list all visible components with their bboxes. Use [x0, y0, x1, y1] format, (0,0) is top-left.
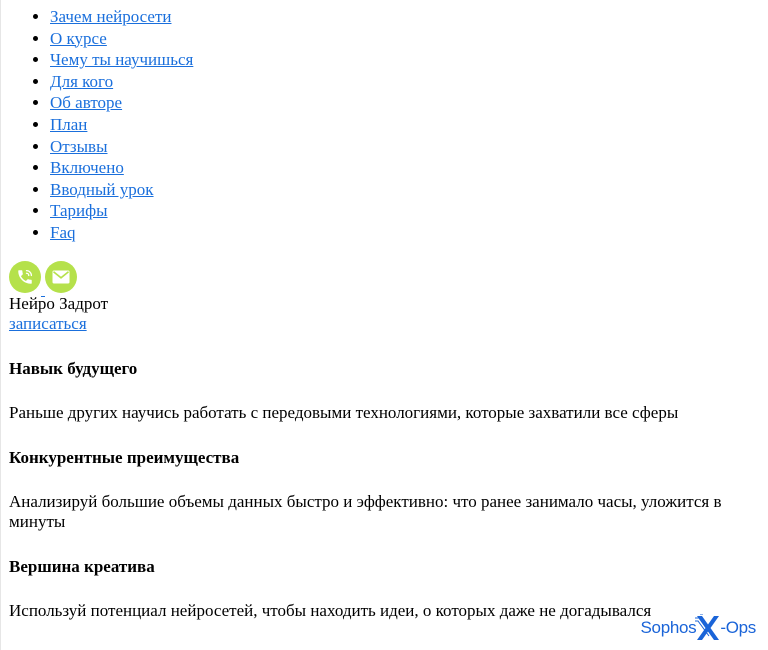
phone-icon — [9, 261, 41, 293]
phone-link[interactable] — [9, 261, 45, 293]
feature-future-skill — [9, 359, 760, 423]
nav-item — [50, 157, 760, 179]
nav-item — [50, 49, 760, 71]
mail-link[interactable] — [45, 261, 77, 293]
signup-link[interactable]: записаться — [9, 313, 87, 333]
nav-item — [50, 179, 760, 201]
nav-item — [50, 6, 760, 28]
nav-item — [50, 136, 760, 158]
nav-link-about-course[interactable]: О курсе — [50, 28, 107, 48]
nav-link-included[interactable]: Включено — [50, 158, 124, 178]
feature-text: Анализируй большие объемы данных быстро и эффективно: что ранее занимало часы, уложится в минуты — [9, 491, 722, 531]
contact-links — [9, 260, 760, 294]
feature-text: Раньше других научись работать с передовыми технологиями, которые захватили все сферы — [9, 402, 679, 422]
nav-item — [50, 71, 760, 93]
brand-name: Нейро Задрот — [9, 293, 109, 313]
nav-item — [50, 28, 760, 50]
nav-menu — [9, 0, 760, 244]
feature-text: Используй потенциал нейросетей, чтобы находить идеи, о которых даже не догадывался — [9, 600, 652, 620]
nav-link-what-you-learn[interactable]: Чему ты научишься — [50, 50, 194, 70]
feature-title: Навык будущего — [9, 358, 138, 378]
page — [1, 0, 768, 621]
nav-item — [50, 200, 760, 222]
feature-creative-peak — [9, 557, 760, 621]
nav-item — [50, 92, 760, 114]
feature-title: Конкурентные преимущества — [9, 447, 240, 467]
nav-link-why-neural[interactable]: Зачем нейросети — [50, 7, 172, 26]
x-logo-icon — [695, 614, 721, 642]
nav-link-faq[interactable]: Faq — [50, 222, 76, 242]
nav-link-about-author[interactable]: Об авторе — [50, 93, 123, 113]
sophos-xops-watermark — [641, 614, 757, 642]
watermark-left-text: Sophos — [640, 618, 697, 637]
feature-title: Вершина креатива — [9, 556, 155, 576]
nav-item — [50, 222, 760, 244]
mail-icon — [45, 261, 77, 293]
nav-link-intro-lesson[interactable]: Вводный урок — [50, 179, 154, 199]
nav-link-plan[interactable]: План — [50, 114, 88, 134]
nav-item — [50, 114, 760, 136]
watermark-right-text: -Ops — [720, 618, 756, 637]
feature-competitive-advantage — [9, 448, 760, 532]
nav-link-pricing[interactable]: Тарифы — [50, 201, 108, 221]
signup-row — [9, 314, 760, 334]
nav-link-reviews[interactable]: Отзывы — [50, 136, 108, 156]
nav-link-for-whom[interactable]: Для кого — [50, 71, 114, 91]
